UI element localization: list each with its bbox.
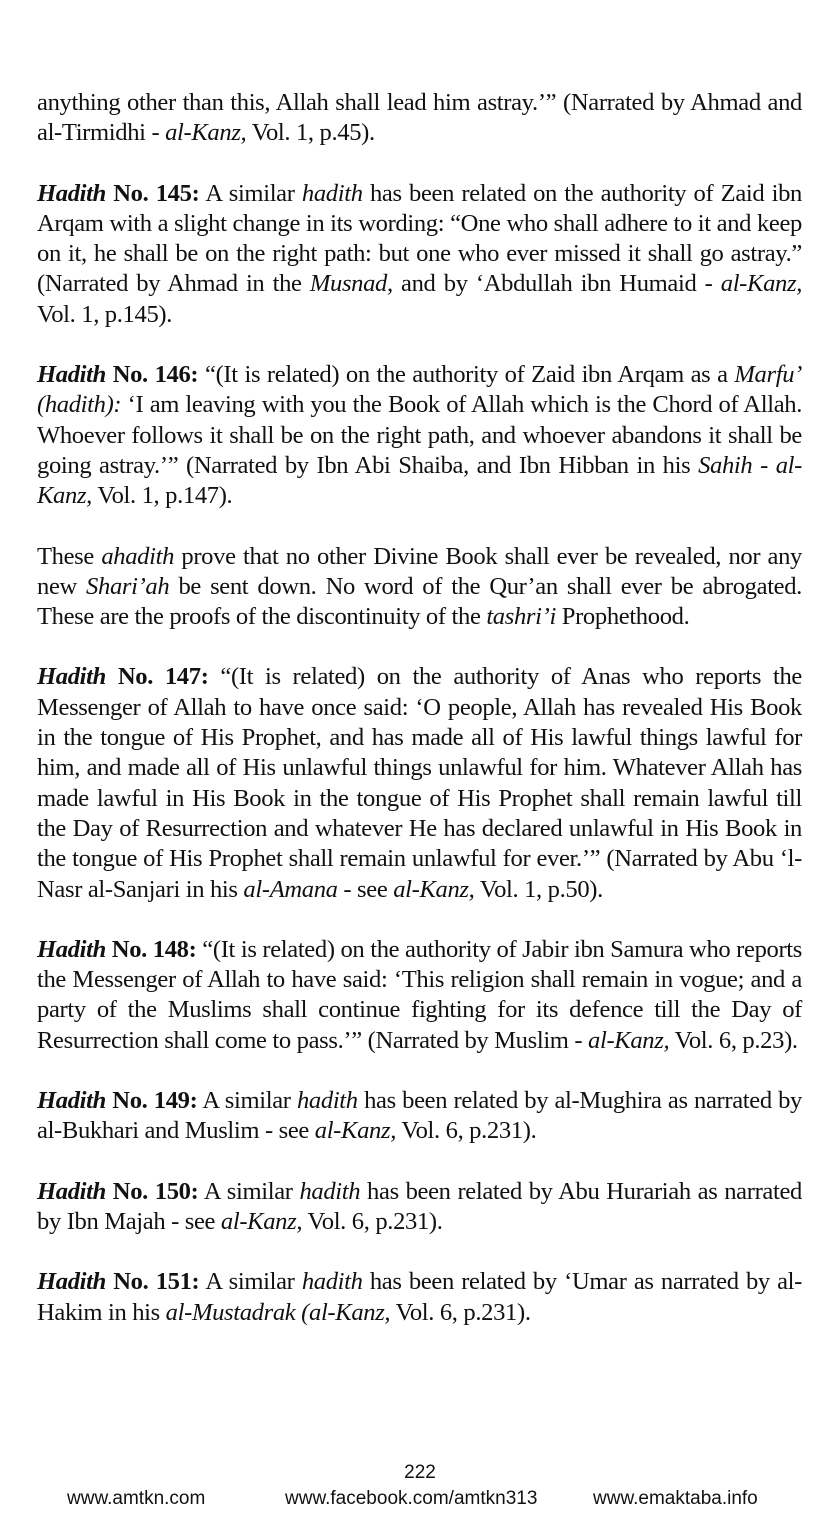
italic-term: hadith — [301, 179, 363, 207]
text-run: Vol. 6, p.231). — [396, 1117, 537, 1145]
italic-term: hadith — [296, 1087, 358, 1115]
text-run: ‘I am leaving with you the Book of Allah which is the Chord of Allah. Whoever follows it shall be on the right path, and whoever abandons it shall be going astray.’” (Narrated by Ibn Abi Shaiba, and Ibn Hibban in his — [37, 391, 802, 479]
text-run: Vol. 6, p.23). — [669, 1026, 798, 1054]
hadith-number: No. 147: — [105, 663, 209, 691]
text-run: anything other than this, Allah shall lead him astray.’” (Narrated by Ahmad and al-Tirmidhi - — [37, 89, 802, 147]
text-run: has been related by al-Mughira as narrated by al-Bukhari and Muslim - see — [37, 1087, 803, 1145]
hadith-label: Hadith — [37, 1177, 106, 1205]
italic-citation: al-Amana — [243, 875, 338, 903]
text-run: has been related by Abu Hurariah as narrated by Ibn Majah - see — [37, 1177, 802, 1235]
paragraph-hadith-146 — [37, 360, 802, 511]
paragraph-hadith-149 — [37, 1086, 802, 1147]
italic-term: Marfu’ (hadith): — [37, 361, 802, 419]
paragraph-hadith-147 — [37, 662, 802, 904]
italic-citation: al-Kanz, — [165, 119, 247, 147]
text-run: These — [37, 542, 102, 570]
hadith-label: Hadith — [37, 1087, 106, 1115]
italic-citation: al-Kanz, — [393, 875, 475, 903]
hadith-label: Hadith — [37, 935, 106, 963]
italic-term: tashri’i — [486, 603, 556, 631]
text-run: A similar — [198, 1177, 300, 1205]
text-run: prove that no other Divine Book shall ever be revealed, nor any new — [37, 542, 802, 600]
italic-term: Shari’ah — [86, 572, 170, 600]
italic-citation: Sahih - al-Kanz, — [37, 451, 802, 510]
footer-link-amtkn[interactable]: www.amtkn.com — [67, 1488, 206, 1509]
text-run: Vol. 1, p.50). — [474, 875, 603, 903]
italic-term: hadith — [299, 1177, 361, 1205]
italic-citation: al-Kanz, — [588, 1026, 670, 1054]
paragraph-hadith-150 — [37, 1177, 802, 1238]
page-footer — [0, 1488, 840, 1514]
text-run: Prophethood. — [555, 603, 690, 631]
hadith-label: Hadith — [37, 179, 106, 207]
hadith-number: No. 150: — [105, 1177, 199, 1205]
paragraph-hadith-145 — [37, 179, 802, 330]
text-run: Vol. 1, p.147). — [91, 482, 233, 510]
italic-term: ahadith — [101, 542, 175, 570]
text-run: - see — [337, 875, 394, 903]
text-run: be sent down. No word of the Qur’an shall ever be abrogated. These are the proofs of the discontinuity of the — [37, 572, 802, 631]
text-run: A similar — [197, 1087, 297, 1115]
italic-citation: al-Kanz, — [720, 270, 802, 298]
hadith-number: No. 145: — [105, 179, 200, 207]
paragraph-hadith-148 — [37, 935, 802, 1056]
page-number: 222 — [404, 1462, 436, 1483]
italic-citation: Musnad, — [309, 270, 393, 298]
hadith-number: No. 148: — [105, 935, 197, 963]
hadith-number: No. 146: — [105, 361, 199, 389]
hadith-label: Hadith — [37, 361, 106, 389]
text-run: “(It is related) on the authority of Jabir ibn Samura who reports the Messenger of Allah to have said: ‘This religion shall remain in vogue; and a party of the Muslims shall continue fighting for its defence till the Day of Resurrection shall come to pass.’” (Narrated by Muslim - — [37, 935, 803, 1054]
paragraph-ahadith-proof — [37, 542, 802, 633]
italic-term: hadith — [301, 1268, 363, 1296]
hadith-number: No. 149: — [105, 1087, 198, 1115]
paragraph-continuation — [37, 88, 802, 149]
hadith-label: Hadith — [37, 663, 106, 691]
text-run: Vol. 6, p.231). — [302, 1207, 443, 1235]
text-run: Vol. 1, p.45). — [246, 119, 375, 147]
text-run: A similar — [199, 1268, 302, 1296]
italic-citation: al-Mustadrak (al-Kanz, — [165, 1298, 391, 1326]
italic-citation: al-Kanz, — [314, 1117, 396, 1145]
text-run: has been related on the authority of Zaid ibn Arqam with a slight change in its wording: “One who shall adhere to it and keep on it, he shall be on the right path: but one who ever missed it shall go astray.” (Narrated by Ahmad in the — [37, 179, 803, 298]
hadith-label: Hadith — [37, 1268, 106, 1296]
text-run: “(It is related) on the authority of Zaid ibn Arqam as a — [198, 361, 735, 389]
page-body — [37, 88, 802, 1358]
footer-link-emaktaba[interactable]: www.emaktaba.info — [593, 1488, 758, 1509]
text-run: and by ‘Abdullah ibn Humaid - — [392, 270, 721, 298]
italic-citation: al-Kanz, — [220, 1207, 303, 1235]
paragraph-hadith-151 — [37, 1267, 802, 1328]
text-run: Vol. 1, p.145). — [37, 300, 173, 328]
footer-link-facebook[interactable]: www.facebook.com/amtkn313 — [285, 1488, 538, 1509]
text-run: “(It is related) on the authority of Anas who reports the Messenger of Allah to have once said: ‘O people, Allah has revealed His Book in the tongue of His Prophet, and has made all of His lawful things lawful for him, and made all of His unlawful things unlawful for him. Whatever Allah has made lawful in His Book in the tongue of His Prophet shall remain lawful till the Day of Resurrection and whatever He has declared unlawful in His Book in the tongue of His Prophet shall remain unlawful for ever.’” (Narrated by Abu ‘l-Nasr al-Sanjari in his — [37, 663, 802, 903]
text-run: has been related by ‘Umar as narrated by al-Hakim in his — [37, 1268, 803, 1326]
text-run: Vol. 6, p.231). — [390, 1298, 531, 1326]
text-run: A similar — [199, 179, 302, 207]
hadith-number: No. 151: — [105, 1268, 200, 1296]
